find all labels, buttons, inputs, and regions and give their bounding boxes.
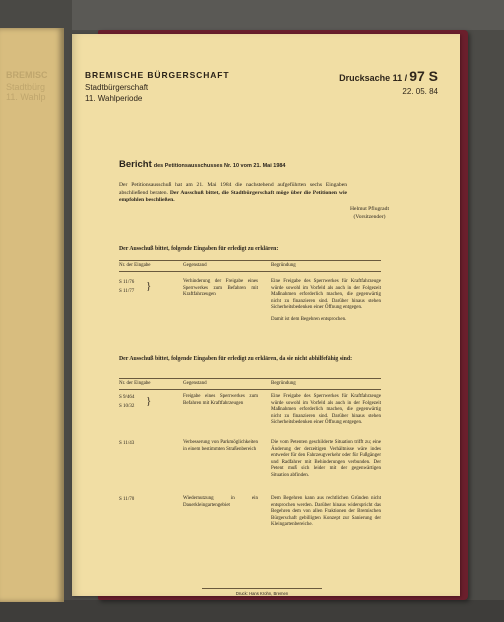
intro-paragraph bbox=[119, 182, 347, 205]
table-row-gegenstand: Verbesserung von Parkmöglichkeiten in einem bestimmten Straßenbereich bbox=[183, 440, 258, 452]
section1-table-header bbox=[119, 260, 381, 272]
table-row-gegenstand: Freigabe eines Sperrwerkes zum Befahren mit Kraftfahrzeugen bbox=[183, 394, 258, 406]
begruendung-text: Eine Freigabe des Sperrwerkes für Kraftfahrzeuge würde sowohl im Vorfeld als auch in der Folgezeit Maßnahmen erforderlich machen, die gegenwärtig nicht zu finanzieren sind. Darüber hinaus stehen Sicherheitsbedenken einer Öffnung entgegen. bbox=[271, 279, 381, 311]
col-header-nr: Nr. der Eingabe bbox=[119, 263, 151, 268]
table-row-nr bbox=[119, 394, 134, 411]
col-header-gegenstand: Gegenstand bbox=[183, 381, 207, 386]
background-bottom bbox=[0, 600, 504, 622]
signer-role: (Vorsitzender) bbox=[353, 213, 386, 220]
drucksache-number: 97 S bbox=[409, 68, 438, 84]
signer-name: Helmut Pflugradt bbox=[350, 206, 389, 212]
col-header-gegenstand: Gegenstand bbox=[183, 263, 207, 268]
section2-table-header bbox=[119, 378, 381, 390]
eingabe-nr: S 11/76 bbox=[119, 280, 135, 285]
chamber-name: Stadtbürgerschaft bbox=[85, 83, 149, 92]
col-header-begruendung: Begründung bbox=[271, 381, 296, 386]
table-row-begruendung: Eine Freigabe des Sperrwerkes für Kraftfahrzeuge würde sowohl im Vorfeld als auch in der Folgezeit Maßnahmen erforderlich machen, die gegenwärtig nicht zu finanzieren sind. Darüber hinaus stehen Sicherheitsbedenken einer Öffnung entgegen. bbox=[271, 394, 381, 426]
grouping-brace: } bbox=[146, 280, 152, 292]
table-row-nr bbox=[119, 496, 134, 505]
col-header-nr: Nr. der Eingabe bbox=[119, 381, 151, 386]
report-title: Bericht bbox=[119, 159, 152, 170]
eingabe-nr: S 10/32 bbox=[119, 403, 135, 409]
document-date: 22. 05. 84 bbox=[402, 87, 438, 96]
legislative-period: 11. Wahlperiode bbox=[85, 94, 143, 103]
document-page bbox=[72, 34, 460, 596]
table-row-begruendung: Die vom Petenten geschilderte Situation trifft zu; eine Änderung der derzeitigen Verhältnisse wäre indes entweder für den Fahrzeugverkehr oder für Fußgänger und Radfahrer mit Behinderungen verbunden. Der Petent muß sich leider mit der gegenwärtigen Situation abfinden. bbox=[271, 440, 381, 478]
section2-title: Der Ausschuß bittet, folgende Eingaben für erledigt zu erklären, da sie nicht abhilfefähig sind: bbox=[119, 356, 353, 362]
table-row-nr bbox=[119, 440, 134, 449]
signature-block bbox=[350, 206, 389, 221]
eingabe-nr: S 11/43 bbox=[119, 441, 135, 446]
report-subtitle: des Petitionsausschusses Nr. 10 vom 21. Mai 1984 bbox=[153, 163, 286, 169]
drucksache-label bbox=[339, 68, 438, 84]
ghost-text: 11. Wahlp bbox=[6, 92, 46, 102]
background-top bbox=[0, 0, 504, 30]
table-row-gegenstand: Wiedernutzung in ein Dauerkleingartengebiet bbox=[183, 496, 258, 508]
previous-page-edge bbox=[0, 28, 64, 602]
table-row-gegenstand: Verhinderung der Freigabe eines Sperrwerkes zum Befahren mit Kraftfahrzeugen bbox=[183, 279, 258, 298]
col-header-begruendung: Begründung bbox=[271, 263, 296, 268]
printer-note: Druck: Hans Krohn, Bremen bbox=[235, 591, 289, 596]
table-row-begruendung bbox=[271, 279, 381, 324]
eingabe-nr: S 11/70 bbox=[119, 497, 135, 502]
begruendung-text: Damit ist dem Begehren entsprochen. bbox=[271, 316, 347, 322]
eingabe-nr: S 11/77 bbox=[119, 288, 135, 294]
intro-bold-text: Der Ausschuß bittet, die Stadtbürgerschaft möge über die Petitionen wie empfohlen beschließen. bbox=[119, 189, 347, 204]
drucksache-prefix: Drucksache 11 / bbox=[339, 73, 408, 83]
grouping-brace: } bbox=[146, 395, 152, 407]
ghost-text: BREMISC bbox=[6, 70, 48, 80]
intro-text: Der Petitionsausschuß hat am 21. Mai 1984 die nachstehend aufgeführten sechs Eingaben abschließend beraten. bbox=[119, 182, 347, 196]
table-row-nr bbox=[119, 279, 134, 296]
organization-name: BREMISCHE BÜRGERSCHAFT bbox=[85, 70, 230, 80]
eingabe-nr: S 9/464 bbox=[119, 395, 135, 400]
report-heading bbox=[119, 154, 286, 172]
section1-title: Der Ausschuß bittet, folgende Eingaben für erledigt zu erklären: bbox=[119, 246, 279, 252]
footer-divider bbox=[202, 588, 322, 589]
ghost-text: Stadtbürg bbox=[6, 82, 46, 92]
table-row-begruendung: Dem Begehren kann aus rechtlichen Gründen nicht entsprochen werden. Darüber hinaus widerspricht das Begehren dem von allen Fraktionen der Bremischen Bürgerschaft gebilligten Konzept zur Sanierung der Kleingartenbereiche. bbox=[271, 496, 381, 528]
